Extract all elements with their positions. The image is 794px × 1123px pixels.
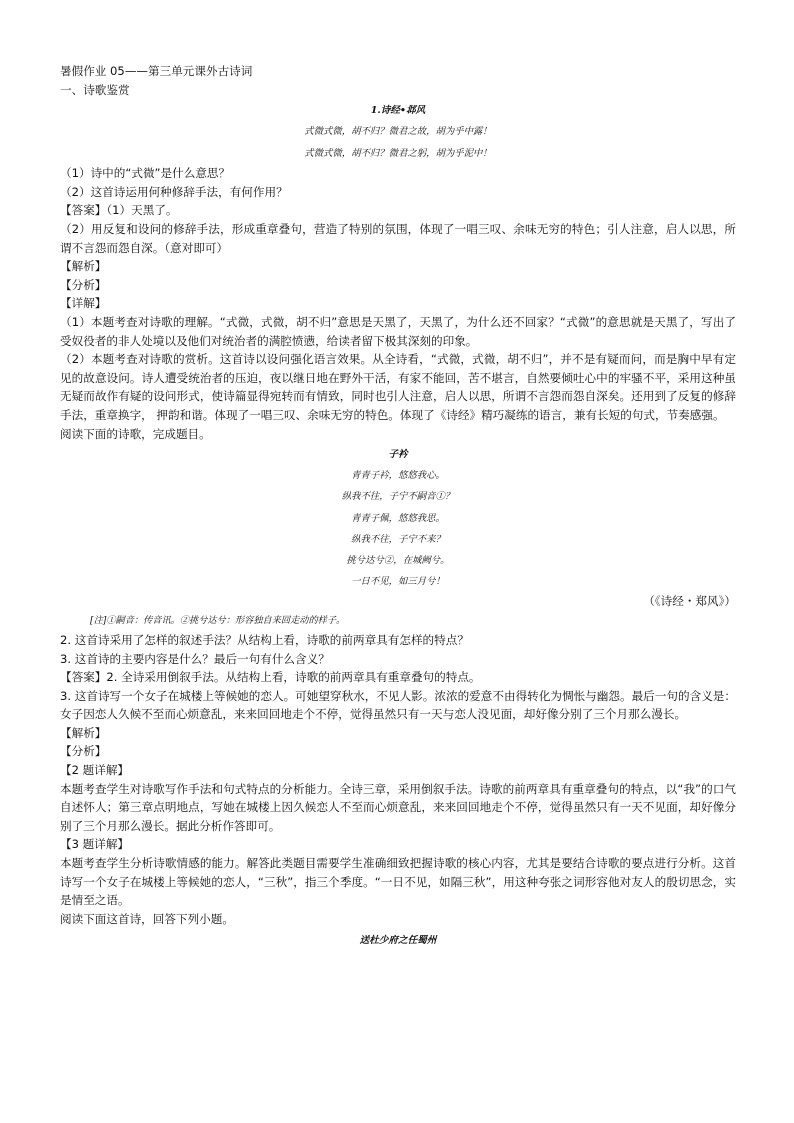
tag-q2-detail: 【2 题详解】 [60,763,130,778]
document-title: 暑假作业 05——第三单元课外古诗词 [60,64,253,78]
explanation-paragraph: 本题考查学生分析诗歌情感的能力。解答此类题目需要学生准确细致把握诗歌的核心内容，尤其是要结合诗歌的要点进行分析。这首诗写一个女子在城楼上等候她的恋人，“三秋”，指三个季度。“一日不见，如隔三秋”，用这种夸张之词形容他对友人的殷切思念，实是情至之语。 [60,856,736,908]
question: （1）诗中的“式微”是什么意思？ [60,166,231,181]
document-body [60,62,736,952]
poem2-line: 挑兮达兮②，在城阙兮。 [346,554,450,566]
poem1-line: 式微式微，胡不归？微君之故，胡为乎中露！ [304,126,492,138]
tag-jiexi: 【解析】 [60,259,107,274]
section-heading: 一、诗歌鉴赏 [60,82,130,97]
question: （2）这首诗运用何种修辞手法，有何作用？ [60,184,288,199]
question: 3. 这首诗的主要内容是什么？最后一句有什么含义？ [60,651,330,666]
poem1-line: 式微式微，胡不归？微君之躬，胡为乎泥中！ [304,147,492,159]
answer: 【答案】（1）天黑了。 [60,203,178,218]
explanation-paragraph: （1）本题考查对诗歌的理解。“式微，式微，胡不归”意思是天黑了，天黑了，为什么还不回家？“式微”的意思就是天黑了，写出了受奴役者的非人处境以及他们对统治者的满腔愤懑，给读者留下极其深刻的印象。 [60,314,736,348]
reading-prompt: 阅读下面这首诗，回答下列小题。 [60,911,234,926]
question: 2. 这首诗采用了怎样的叙述手法？从结构上看，诗歌的前两章具有怎样的特点？ [60,632,469,647]
answer: 【答案】2. 全诗采用倒叙手法。从结构上看，诗歌的前两章具有重章叠句的特点。 [60,670,481,685]
poem2-title: 子衿 [388,449,408,461]
answer: （2）用反复和设问的修辞手法，形成重章叠句，营造了特别的氛围，体现了一唱三叹、余味无穷的特色；引人注意，启人以思，所谓不言怨而怨自深。（意对即可） [60,221,736,255]
poem2-line: 一日不见，如三月兮！ [351,576,445,588]
answer: 3. 这首诗写一个女子在城楼上等候她的恋人。可她望穿秋水，不见人影。浓浓的爱意不由得转化为惆怅与幽怨。最后一句的含义是：女子因恋人久候不至而心烦意乱，来来回回地走个不停，觉得虽然只有一天与恋人没见面，却好像分别了三个月那么漫长。 [60,688,736,722]
explanation-paragraph: 本题考查学生对诗歌写作手法和句式特点的分析能力。全诗三章，采用倒叙手法。诗歌的前两章具有重章叠句的特点，以“我”的口气自述怀人；第三章点明地点，写她在城楼上因久候恋人不至而心烦意乱，来来回回地走个不停，觉得虽然只有一天不见面，却好像分别了三个月那么漫长。据此分析作答即可。 [60,781,736,833]
poem2-line: 纵我不往，子宁不嗣音①？ [341,491,455,503]
explanation-paragraph: （2）本题考查对诗歌的赏析。这首诗以设问强化语言效果。从全诗看，“式微，式微，胡不归”，并不是有疑而问，而是胸中早有定见的故意设问。诗人遭受统治者的压迫，夜以继日地在野外干活，有家不能回，苦不堪言，自然要倾吐心中的牢骚不平，采用这种虽无疑而故作有疑的设问形式，使诗篇显得宛转而有情致，同时也引人注意，启人以思，所谓不言怨而怨自深矣。还用到了反复的修辞手法，重章换字， 押韵和谐。体现了一唱三叹、余味无穷的特色。体现了《诗经》精巧凝练的语言，兼有长短的句式，节奏感强。 [60,352,736,422]
poem2-source: （《诗经・郑风》） [643,594,736,609]
poem3-title: 送杜少府之任蜀州 [359,935,437,947]
reading-prompt: 阅读下面的诗歌，完成题目。 [60,426,211,441]
poem2-line: 纵我不往，子宁不来？ [351,533,445,545]
tag-fenxi: 【分析】 [60,277,107,292]
poem1-title: 1.诗经•邶风 [370,105,426,117]
tag-jiexi: 【解析】 [60,725,107,740]
poem2-note: [注]①嗣音：传音讯。②挑兮达兮：形容独自来回走动的样子。 [90,614,346,626]
tag-xiangjie: 【详解】 [60,296,107,311]
tag-q3-detail: 【3 题详解】 [60,837,130,852]
poem2-line: 青青子衿，悠悠我心。 [351,470,445,482]
tag-fenxi: 【分析】 [60,744,107,759]
poem2-line: 青青子佩，悠悠我思。 [351,512,445,524]
